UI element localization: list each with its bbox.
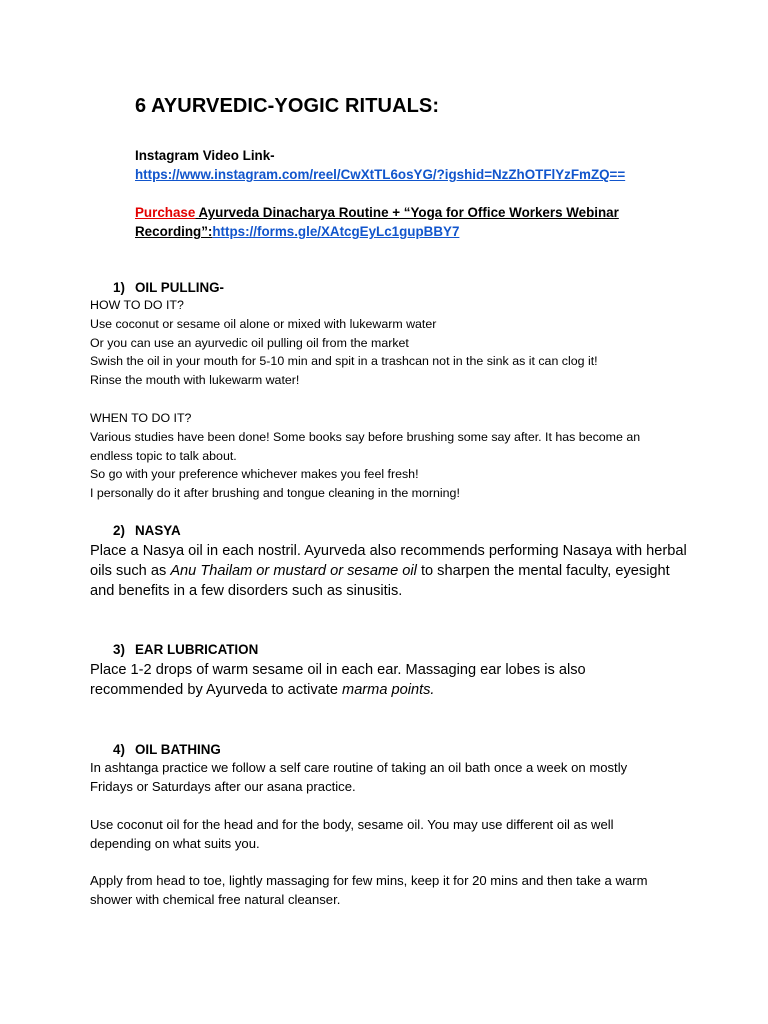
page-title: 6 AYURVEDIC-YOGIC RITUALS:	[135, 95, 440, 117]
section-title: OIL PULLING-	[135, 280, 225, 295]
section-heading-oil-pulling	[113, 279, 224, 297]
section-heading-oil-bathing	[113, 741, 221, 759]
when-label: WHEN TO DO IT?	[90, 411, 192, 425]
nasya-paragraph	[90, 541, 690, 602]
instagram-label: Instagram Video Link-	[135, 148, 275, 163]
ear-paragraph	[90, 660, 630, 700]
how-line: Use coconut or sesame oil alone or mixed with lukewarm water	[90, 316, 437, 331]
purchase-word: Purchase	[135, 205, 196, 220]
oil-pulling-how	[90, 296, 690, 390]
purchase-line-1	[135, 203, 619, 222]
when-line: So go with your preference whichever makes you feel fresh!	[90, 467, 419, 482]
oil-bathing-text: Use coconut oil for the head and for the body, sesame oil. You may use different oil as well depending on what suits you.	[90, 817, 614, 851]
oil-bathing-paragraph-2	[90, 816, 665, 854]
purchase-line-2	[135, 222, 459, 241]
section-title: OIL BATHING	[135, 742, 221, 757]
marma-points: marma points.	[342, 682, 435, 699]
oil-bathing-paragraph-3	[90, 872, 665, 910]
purchase-title: Ayurveda Dinacharya Routine + “Yoga for Office Workers Webinar	[195, 205, 619, 220]
section-number: 3)	[113, 642, 125, 657]
nasya-oils: Anu Thailam or mustard or sesame oil	[170, 563, 417, 580]
section-title: NASYA	[135, 523, 181, 538]
oil-bathing-paragraph-1	[90, 759, 665, 797]
nasya-text: Place a Nasya oil in each nostril. Ayurveda also recommends performing Nasaya with herbal oils such as	[90, 543, 687, 580]
how-label: HOW TO DO IT?	[90, 298, 184, 312]
section-number: 2)	[113, 523, 125, 538]
when-line: endless topic to talk about.	[90, 448, 237, 463]
section-heading-nasya	[113, 522, 181, 540]
nasya-text-end: to sharpen the mental faculty, eyesight and benefits in a few disorders such as sinusitis.	[90, 563, 670, 600]
instagram-link-line	[135, 165, 625, 184]
ear-text: Place 1-2 drops of warm sesame oil in each ear. Massaging ear lobes is also recommended by Ayurveda to activate	[90, 662, 586, 699]
when-line: Various studies have been done! Some books say before brushing some say after. It has become an	[90, 429, 641, 444]
how-line: Or you can use an ayurvedic oil pulling oil from the market	[90, 335, 409, 350]
section-heading-ear-lubrication	[113, 641, 258, 659]
oil-bathing-text: Apply from head to toe, lightly massaging for few mins, keep it for 20 mins and then take a warm shower with chemical free natural cleanser.	[90, 873, 648, 907]
when-line: I personally do it after brushing and tongue cleaning in the morning!	[90, 486, 460, 501]
instagram-link[interactable]: https://www.instagram.com/reel/CwXtTL6osYG/?igshid=NzZhOTFlYzFmZQ==	[135, 167, 626, 182]
section-number: 1)	[113, 280, 125, 295]
purchase-form-link[interactable]: https://forms.gle/XAtcgEyLc1gupBBY7	[212, 224, 460, 239]
purchase-title-cont: Recording”:	[135, 224, 213, 239]
section-title: EAR LUBRICATION	[135, 642, 259, 657]
how-line: Rinse the mouth with lukewarm water!	[90, 373, 300, 388]
how-line: Swish the oil in your mouth for 5-10 min and spit in a trashcan not in the sink as it can clog it!	[90, 354, 598, 369]
oil-pulling-when	[90, 409, 690, 503]
oil-bathing-text: In ashtanga practice we follow a self care routine of taking an oil bath once a week on mostly Fridays or Saturdays after our asana practice.	[90, 760, 628, 794]
section-number: 4)	[113, 742, 125, 757]
